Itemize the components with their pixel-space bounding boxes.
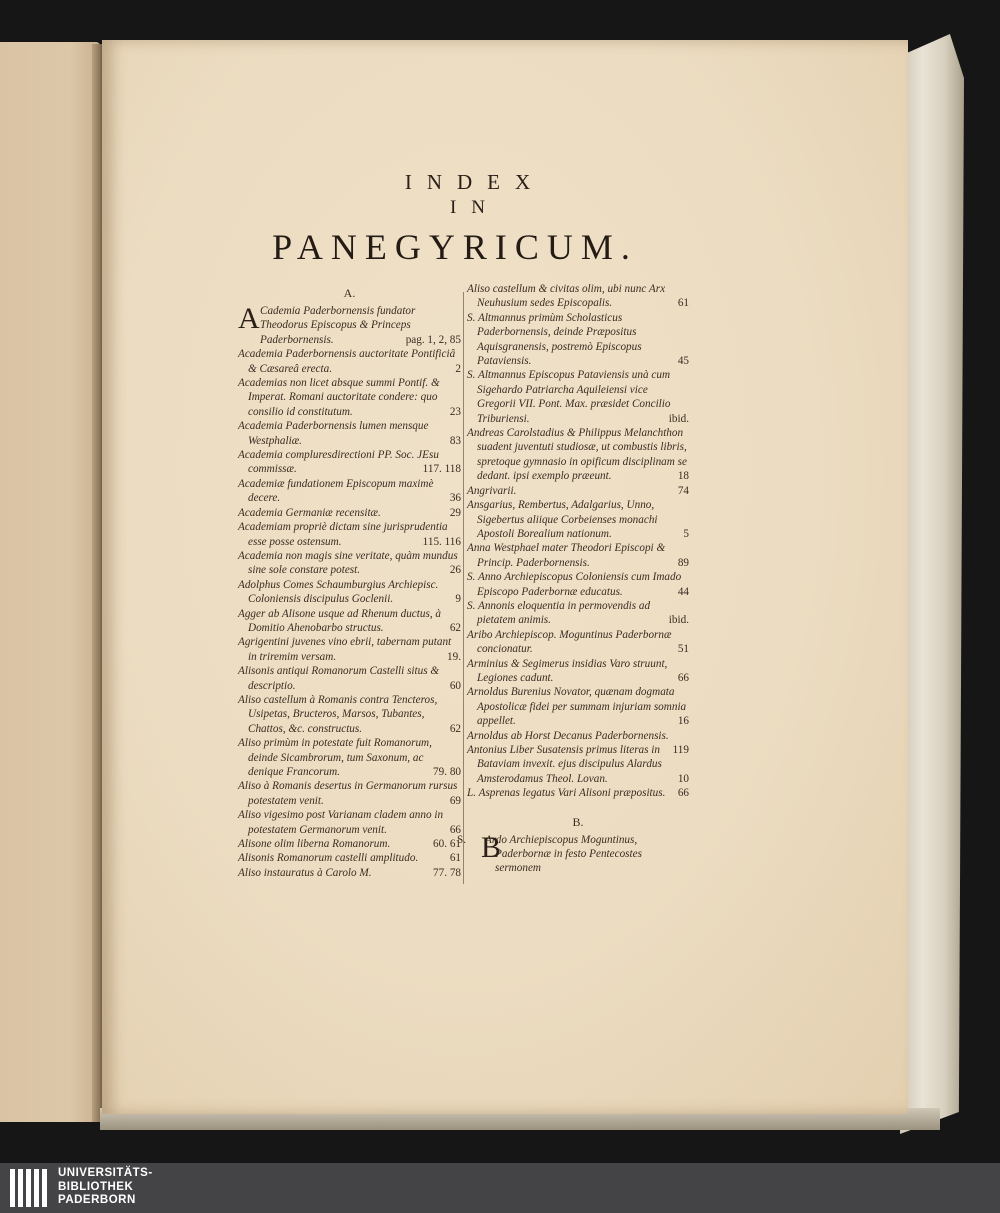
entry-text: Ardo Archiepiscopus Moguntinus, Paderbornæ in festo Pentecostes sermonem	[485, 833, 642, 875]
entry-text: Aliso primùm in potestate fuit Romanorum, deinde Sicambrorum, tum Saxonum, ac denique Francorum.	[238, 737, 432, 778]
index-entry	[467, 282, 689, 311]
entry-page: 51	[677, 643, 689, 656]
index-entry	[238, 837, 461, 851]
index-entry	[238, 578, 461, 607]
index-entry	[467, 541, 689, 570]
index-entry	[467, 599, 689, 628]
entry-page: 89	[677, 556, 689, 569]
entry-text: Anna Westphael mater Theodori Episcopi & Princip. Paderbornensis.	[467, 542, 666, 569]
entry-text: Arnoldus Burenius Novator, quænam dogmata Apostolicæ fidei per summam injuriam somnia appellet.	[467, 686, 687, 728]
entry-text: Agger ab Alisone usque ad Rhenum ductus, à Domitio Ahenobarbo structus.	[238, 607, 442, 634]
entry-text: Ansgarius, Rembertus, Adalgarius, Unno, Sigebertus aliique Corbeienses monachi Apostoli Borealium nationum.	[467, 499, 658, 540]
heading-in: IN	[449, 197, 501, 218]
entry-page: 61	[449, 852, 461, 865]
index-entry	[467, 729, 689, 756]
entry-page: 69	[449, 794, 461, 807]
index-entry	[467, 426, 689, 484]
index-entry	[238, 635, 461, 664]
index-entry	[467, 570, 689, 599]
column-divider	[463, 292, 464, 884]
entry-page: 60. 61	[433, 838, 461, 851]
entry-text: Academia Paderbornensis lumen mensque Westphaliæ.	[238, 420, 429, 447]
section-letter-b: B.	[572, 814, 584, 829]
library-footer	[0, 1163, 1000, 1213]
entry-page: 119	[672, 744, 689, 756]
index-entry	[467, 498, 689, 541]
entry-page: 66	[449, 823, 461, 836]
entry-page: 5	[683, 527, 689, 540]
entry-text: Alisone olim liberna Romanorum.	[238, 838, 391, 851]
entry-text: L. Asprenas legatus Vari Alisoni præpositus.	[467, 787, 666, 800]
entry-page: 16	[677, 715, 689, 728]
library-name-line3: PADERBORN	[58, 1194, 136, 1206]
entry-text: Antonius Liber Susatensis primus literas in Bataviam invexit. ejus discipulus Alardus Amsterodamus Theol. Lovan.	[467, 744, 662, 785]
entry-page: 79. 80	[433, 766, 461, 778]
entry-text: Academia Germaniæ recensitæ.	[238, 506, 381, 519]
entry-page: 77. 78	[433, 866, 461, 879]
library-name-line2: BIBLIOTHEK	[58, 1180, 134, 1193]
drop-capital: A	[238, 302, 260, 335]
index-entry	[467, 628, 689, 657]
index-entry	[238, 866, 461, 880]
index-entry	[238, 808, 461, 837]
entry-page: 19.	[447, 650, 461, 663]
entry-page: 9	[455, 593, 461, 606]
library-name	[58, 1167, 153, 1208]
index-entry	[238, 851, 461, 865]
entry-text: S. Anno Archiepiscopus Coloniensis cum Imado Episcopo Paderbornæ educatus.	[467, 571, 682, 598]
entry-text: Aliso castellum & civitas olim, ubi nunc Arx Neuhusium sedes Episcopalis.	[467, 283, 666, 310]
entry-text: Academia Paderbornensis auctoritate Pontificiâ & Cæsareâ erecta.	[238, 348, 456, 375]
entry-text: Arminius & Segimerus insidias Varo struunt, Legiones cadunt.	[467, 657, 668, 684]
index-entry	[238, 448, 461, 477]
entry-text: Angrivarii.	[467, 484, 517, 497]
index-entry	[238, 506, 461, 520]
index-entry	[238, 549, 461, 578]
entry-page: 29	[449, 506, 461, 519]
entry-text: Alisonis antiqui Romanorum Castelli situs & descriptio.	[238, 665, 440, 692]
entry-page: ibid.	[668, 614, 689, 627]
index-entry	[467, 830, 689, 876]
entry-text: S. Altmannus primùm Scholasticus Paderbornensis, deinde Præpositus Aquisgranensis, postremò Episcopus Pataviensis.	[467, 311, 642, 368]
index-entry	[238, 664, 461, 693]
entry-page: 62	[449, 722, 461, 735]
entry-page: 36	[449, 492, 461, 505]
entry-text: Arnoldus ab Horst Decanus Paderbornensis.	[467, 729, 669, 742]
index-entry	[467, 743, 689, 786]
index-entry	[238, 419, 461, 448]
index-entry	[238, 376, 461, 419]
entry-text: Aliso à Romanis desertus in Germanorum rursus potestatem venit.	[238, 780, 458, 807]
entry-text: Aliso vigesimo post Varianam cladem anno in potestatem Germanorum venit.	[238, 809, 444, 836]
entry-text: Academia non magis sine veritate, quàm mundus sine sole constare potest.	[238, 549, 458, 577]
index-entry	[238, 347, 461, 376]
entry-page: 2	[455, 362, 461, 375]
entry-page: 10	[677, 772, 689, 785]
left-facing-page	[0, 42, 100, 1122]
entry-text: Aliso castellum à Romanis contra Tencteros, Usipetas, Bructeros, Marsos, Tubantes, Chattos, &c. constructus.	[238, 693, 438, 735]
entry-page: 83	[449, 434, 461, 447]
entry-text: Cademia Paderbornensis fundator Theodorus Episcopus & Princeps Paderbornensis.	[260, 305, 416, 346]
index-entry	[238, 736, 461, 779]
entry-text: Andreas Carolstadius & Philippus Melanchthon suadent juventuti studiosæ, ut combustis libris, spretoque gymnasio in opificum disciplinam se dedant. ipsi exemplo præeunt.	[467, 427, 687, 483]
index-entry	[238, 520, 461, 549]
index-entry	[238, 477, 461, 506]
library-logo-icon	[10, 1169, 48, 1207]
index-entry	[238, 304, 461, 347]
entry-text: Academia compluresdirectioni PP. Soc. JEsu commissæ.	[238, 449, 439, 476]
entry-page: 18	[677, 470, 689, 483]
entry-text: Academiam propriè dictam sine jurisprudentia esse posse ostensum.	[238, 521, 448, 548]
entry-text: Academias non licet absque summi Pontif. & Imperat. Romani auctoritate condere: quo consilio id constitutum.	[238, 377, 440, 418]
entry-page: 23	[449, 405, 461, 418]
library-name-line1: UNIVERSITÄTS-	[58, 1167, 153, 1179]
entry-text: S. Annonis eloquentia in permovendis ad pietatem animis.	[467, 599, 651, 627]
entry-page: 61	[677, 297, 689, 310]
entry-text: Agrigentini juvenes vino ebrii, tabernam putant in triremim versam.	[238, 636, 452, 663]
left-column	[238, 282, 461, 880]
entry-text: S. Altmannus Episcopus Pataviensis unà cum Sigehardo Patriarcha Aquileiensi vice Gregorii VII. Pont. Max. præsidet Concilio Triburiensi.	[467, 369, 671, 425]
heading-index: INDEX	[404, 170, 546, 194]
index-entry	[467, 786, 689, 800]
entry-text: Academiæ fundationem Episcopum maximè decere.	[238, 477, 434, 505]
section-letter-a: A.	[343, 286, 356, 300]
entry-text: Aliso instauratus à Carolo M.	[238, 866, 372, 879]
entry-page: 62	[449, 621, 461, 634]
index-entry	[467, 657, 689, 686]
book-cover-edge	[900, 34, 964, 1134]
index-entry	[238, 607, 461, 636]
index-entry	[467, 311, 689, 369]
entry-page: 66	[677, 787, 689, 800]
index-entry	[467, 685, 689, 728]
heading-panegyricum: PANEGYRICUM.	[272, 227, 638, 267]
entry-page: 45	[677, 355, 689, 368]
entry-text: Aribo Archiepiscop. Moguntinus Paderbornæ concionatur.	[467, 628, 672, 656]
entry-text: Alisonis Romanorum castelli amplitudo.	[238, 852, 419, 865]
entry-page: 44	[677, 585, 689, 598]
index-entry	[467, 484, 689, 498]
right-column	[467, 282, 689, 876]
index-entry	[238, 779, 461, 808]
entry-page: 26	[449, 564, 461, 577]
entry-text: Adolphus Comes Schaumburgius Archiepisc. Coloniensis discipulus Goclenii.	[238, 578, 439, 606]
entry-page: 60	[449, 679, 461, 692]
entry-page: 74	[677, 484, 689, 497]
entry-page: 117. 118	[422, 463, 461, 476]
entry-page: pag. 1, 2, 85	[405, 333, 461, 346]
drop-capital: B	[481, 830, 502, 864]
entry-page: 66	[677, 671, 689, 684]
index-entry	[238, 693, 461, 736]
entry-page: 115. 116	[422, 535, 461, 548]
entry-page: ibid.	[668, 412, 689, 425]
index-entry	[467, 368, 689, 426]
